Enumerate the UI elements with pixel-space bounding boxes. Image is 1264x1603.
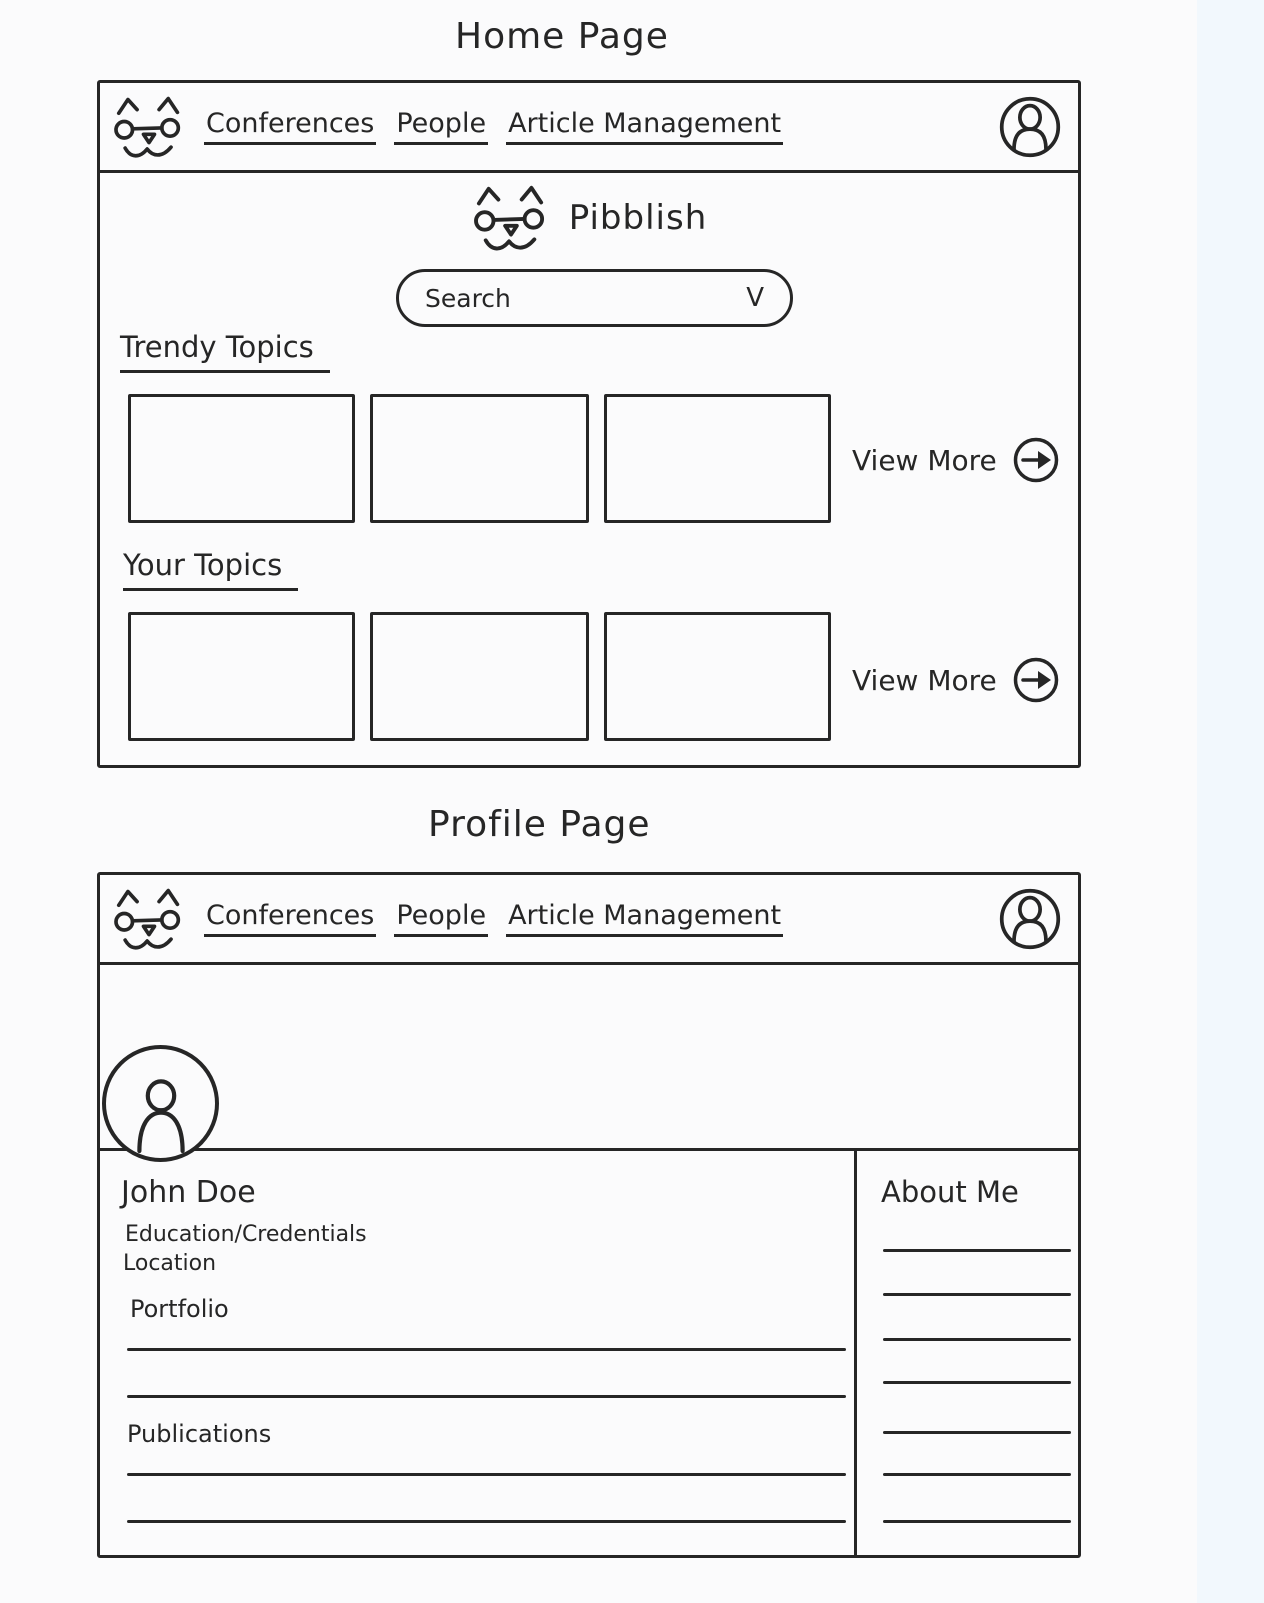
placeholder-line — [127, 1520, 846, 1523]
publications-heading: Publications — [127, 1420, 272, 1448]
header-divider — [100, 1148, 1078, 1151]
nav-link-people[interactable]: People — [394, 108, 488, 145]
topic-card[interactable] — [370, 612, 589, 741]
brand-lockup — [100, 183, 1078, 253]
your-topics-cards — [128, 612, 831, 741]
profile-location: Location — [123, 1251, 217, 1276]
view-more-yours-button[interactable] — [852, 655, 1060, 705]
portfolio-heading: Portfolio — [130, 1295, 229, 1323]
profile-education: Education/Credentials — [125, 1222, 367, 1247]
column-divider — [854, 1151, 857, 1555]
nav-link-conferences[interactable]: Conferences — [204, 900, 376, 937]
profile-page-title: Profile Page — [428, 804, 651, 845]
topic-card[interactable] — [370, 394, 589, 523]
chevron-down-icon[interactable]: V — [746, 283, 764, 313]
your-topics-heading: Your Topics — [123, 548, 298, 591]
placeholder-line — [883, 1520, 1071, 1523]
placeholder-line — [127, 1395, 846, 1398]
profile-avatar — [102, 1045, 219, 1162]
profile-page-wireframe — [97, 872, 1081, 1558]
about-me-heading: About Me — [881, 1175, 1019, 1209]
search-placeholder: Search — [425, 283, 511, 313]
arrow-right-icon[interactable] — [1012, 656, 1060, 704]
brand-name: Pibblish — [568, 198, 708, 238]
topic-card[interactable] — [128, 612, 355, 741]
topic-card[interactable] — [604, 612, 831, 741]
view-more-label: View More — [852, 663, 997, 697]
trendy-topics-cards — [128, 394, 831, 523]
topic-card[interactable] — [604, 394, 831, 523]
canvas-edge-strip — [1197, 0, 1264, 1603]
trendy-topics-heading: Trendy Topics — [120, 330, 330, 373]
user-profile-icon[interactable] — [998, 887, 1062, 951]
placeholder-line — [127, 1473, 846, 1476]
home-page-title: Home Page — [455, 16, 669, 57]
nav-link-article-management[interactable]: Article Management — [506, 108, 783, 145]
user-profile-icon[interactable] — [998, 95, 1062, 159]
view-more-trendy-button[interactable] — [852, 435, 1060, 485]
placeholder-line — [883, 1473, 1071, 1476]
home-navbar — [100, 83, 1078, 173]
placeholder-line — [883, 1249, 1071, 1252]
placeholder-line — [127, 1348, 846, 1351]
nav-link-people[interactable]: People — [394, 900, 488, 937]
search-input[interactable] — [396, 269, 793, 327]
placeholder-line — [883, 1381, 1071, 1384]
cat-logo-icon — [471, 183, 551, 253]
placeholder-line — [883, 1431, 1071, 1434]
cat-logo-icon[interactable] — [112, 886, 186, 952]
arrow-right-icon[interactable] — [1012, 436, 1060, 484]
nav-link-article-management[interactable]: Article Management — [506, 900, 783, 937]
cat-logo-icon[interactable] — [112, 94, 186, 160]
profile-name: John Doe — [121, 1175, 256, 1210]
home-page-wireframe — [97, 80, 1081, 768]
nav-link-conferences[interactable]: Conferences — [204, 108, 376, 145]
topic-card[interactable] — [128, 394, 355, 523]
profile-navbar — [100, 875, 1078, 965]
view-more-label: View More — [852, 443, 997, 477]
placeholder-line — [883, 1293, 1071, 1296]
placeholder-line — [883, 1338, 1071, 1341]
